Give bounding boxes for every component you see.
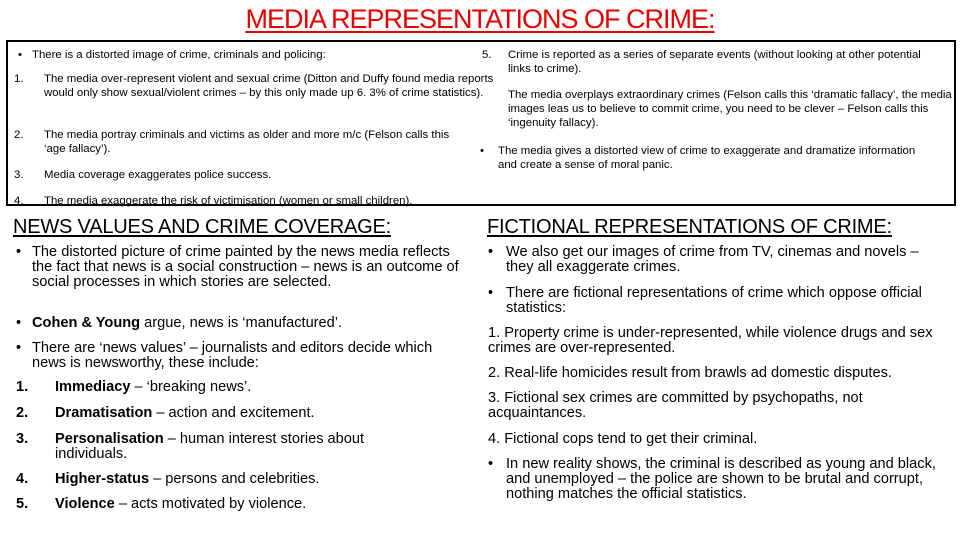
bullet-marker: • <box>480 145 484 157</box>
item-text: 1. Property crime is under-represented, while violence drugs and sex crimes are over-represented. <box>488 325 933 356</box>
fictional-heading: FICTIONAL REPRESENTATIONS OF CRIME: <box>487 216 892 238</box>
summary-box <box>6 40 956 206</box>
item-number: 5. <box>482 49 492 61</box>
item-text: The media overplays extraordinary crimes (Felson calls this ‘dramatic fallacy’, the media images leas us to believe to commit crime, you need to be clever – Felson calls this ‘ingenuity fallacy). <box>508 89 952 129</box>
item-text: We also get our images of crime from TV, cinemas and novels – they all exaggerate crimes. <box>506 244 919 275</box>
bullet-marker: • <box>488 244 494 260</box>
item-number: 1. <box>14 73 24 85</box>
item-number: 2. <box>16 405 29 421</box>
item-bold: Immediacy <box>55 379 131 395</box>
item-number: 4. <box>14 195 24 207</box>
item-text: – acts motivated by violence. <box>114 496 307 512</box>
item-text: The media exaggerate the risk of victimisation (women or small children). <box>44 195 413 207</box>
item-bold: Cohen & Young <box>32 315 141 331</box>
item-text: The media over-represent violent and sexual crime (Ditton and Duffy found media reports would only show sexual/violent crimes – by this only made up 6. 3% of crime statistics). <box>44 73 494 99</box>
bullet-marker: • <box>488 285 494 301</box>
bullet-marker: • <box>16 340 22 356</box>
item-text: There are fictional representations of crime which oppose official statistics: <box>506 285 922 316</box>
item-number: 2. <box>14 129 24 141</box>
item-number: 4. <box>16 471 29 487</box>
item-bold: Dramatisation <box>55 405 153 421</box>
item-number: 3. <box>14 169 24 181</box>
item-text: – human interest stories about individuals. <box>55 431 365 462</box>
item-text: Crime is reported as a series of separate events (without looking at other potential links to crime). <box>508 49 921 75</box>
item-bold: Higher-status <box>55 471 150 487</box>
bullet-marker: • <box>16 315 22 331</box>
item-number: 5. <box>16 496 29 512</box>
item-bold: Violence <box>55 496 115 512</box>
item-text: The distorted picture of crime painted by the news media reflects the fact that news is a social construction – news is an outcome of social processes in which stories are selected. <box>32 244 459 290</box>
item-bold: Personalisation <box>55 431 164 447</box>
item-number: 1. <box>16 379 29 395</box>
item-text: argue, news is ‘manufactured’. <box>140 315 343 331</box>
news-values-heading: NEWS VALUES AND CRIME COVERAGE: <box>13 216 391 238</box>
bullet-marker: • <box>488 456 494 472</box>
item-number: 3. <box>16 431 29 447</box>
page-title: MEDIA REPRESENTATIONS OF CRIME: <box>245 4 715 34</box>
bullet-marker: • <box>16 244 22 260</box>
item-text: The media portray criminals and victims as older and more m/c (Felson calls this ‘age fallacy’). <box>44 129 450 155</box>
item-text: 2. Real-life homicides result from brawls ad domestic disputes. <box>488 365 892 381</box>
bullet-marker: • <box>18 49 22 61</box>
item-text: – ‘breaking news’. <box>130 379 252 395</box>
item-text: There is a distorted image of crime, criminals and policing: <box>32 49 326 61</box>
item-text: In new reality shows, the criminal is described as young and black, and unemployed – the police are shown to be brutal and corrupt, nothing matches the official statistics. <box>506 456 936 502</box>
item-text: There are ‘news values’ – journalists and editors decide which news is newsworthy, these include: <box>32 340 433 371</box>
item-text: 4. Fictional cops tend to get their criminal. <box>488 431 758 447</box>
item-text: The media gives a distorted view of crime to exaggerate and dramatize information and create a sense of moral panic. <box>498 145 916 171</box>
item-text: Media coverage exaggerates police success. <box>44 169 272 181</box>
item-text: 3. Fictional sex crimes are committed by psychopaths, not acquaintances. <box>488 390 863 421</box>
top-left-item-1 <box>14 72 494 118</box>
item-text: – action and excitement. <box>152 405 315 421</box>
item-text: – persons and celebrities. <box>149 471 320 487</box>
